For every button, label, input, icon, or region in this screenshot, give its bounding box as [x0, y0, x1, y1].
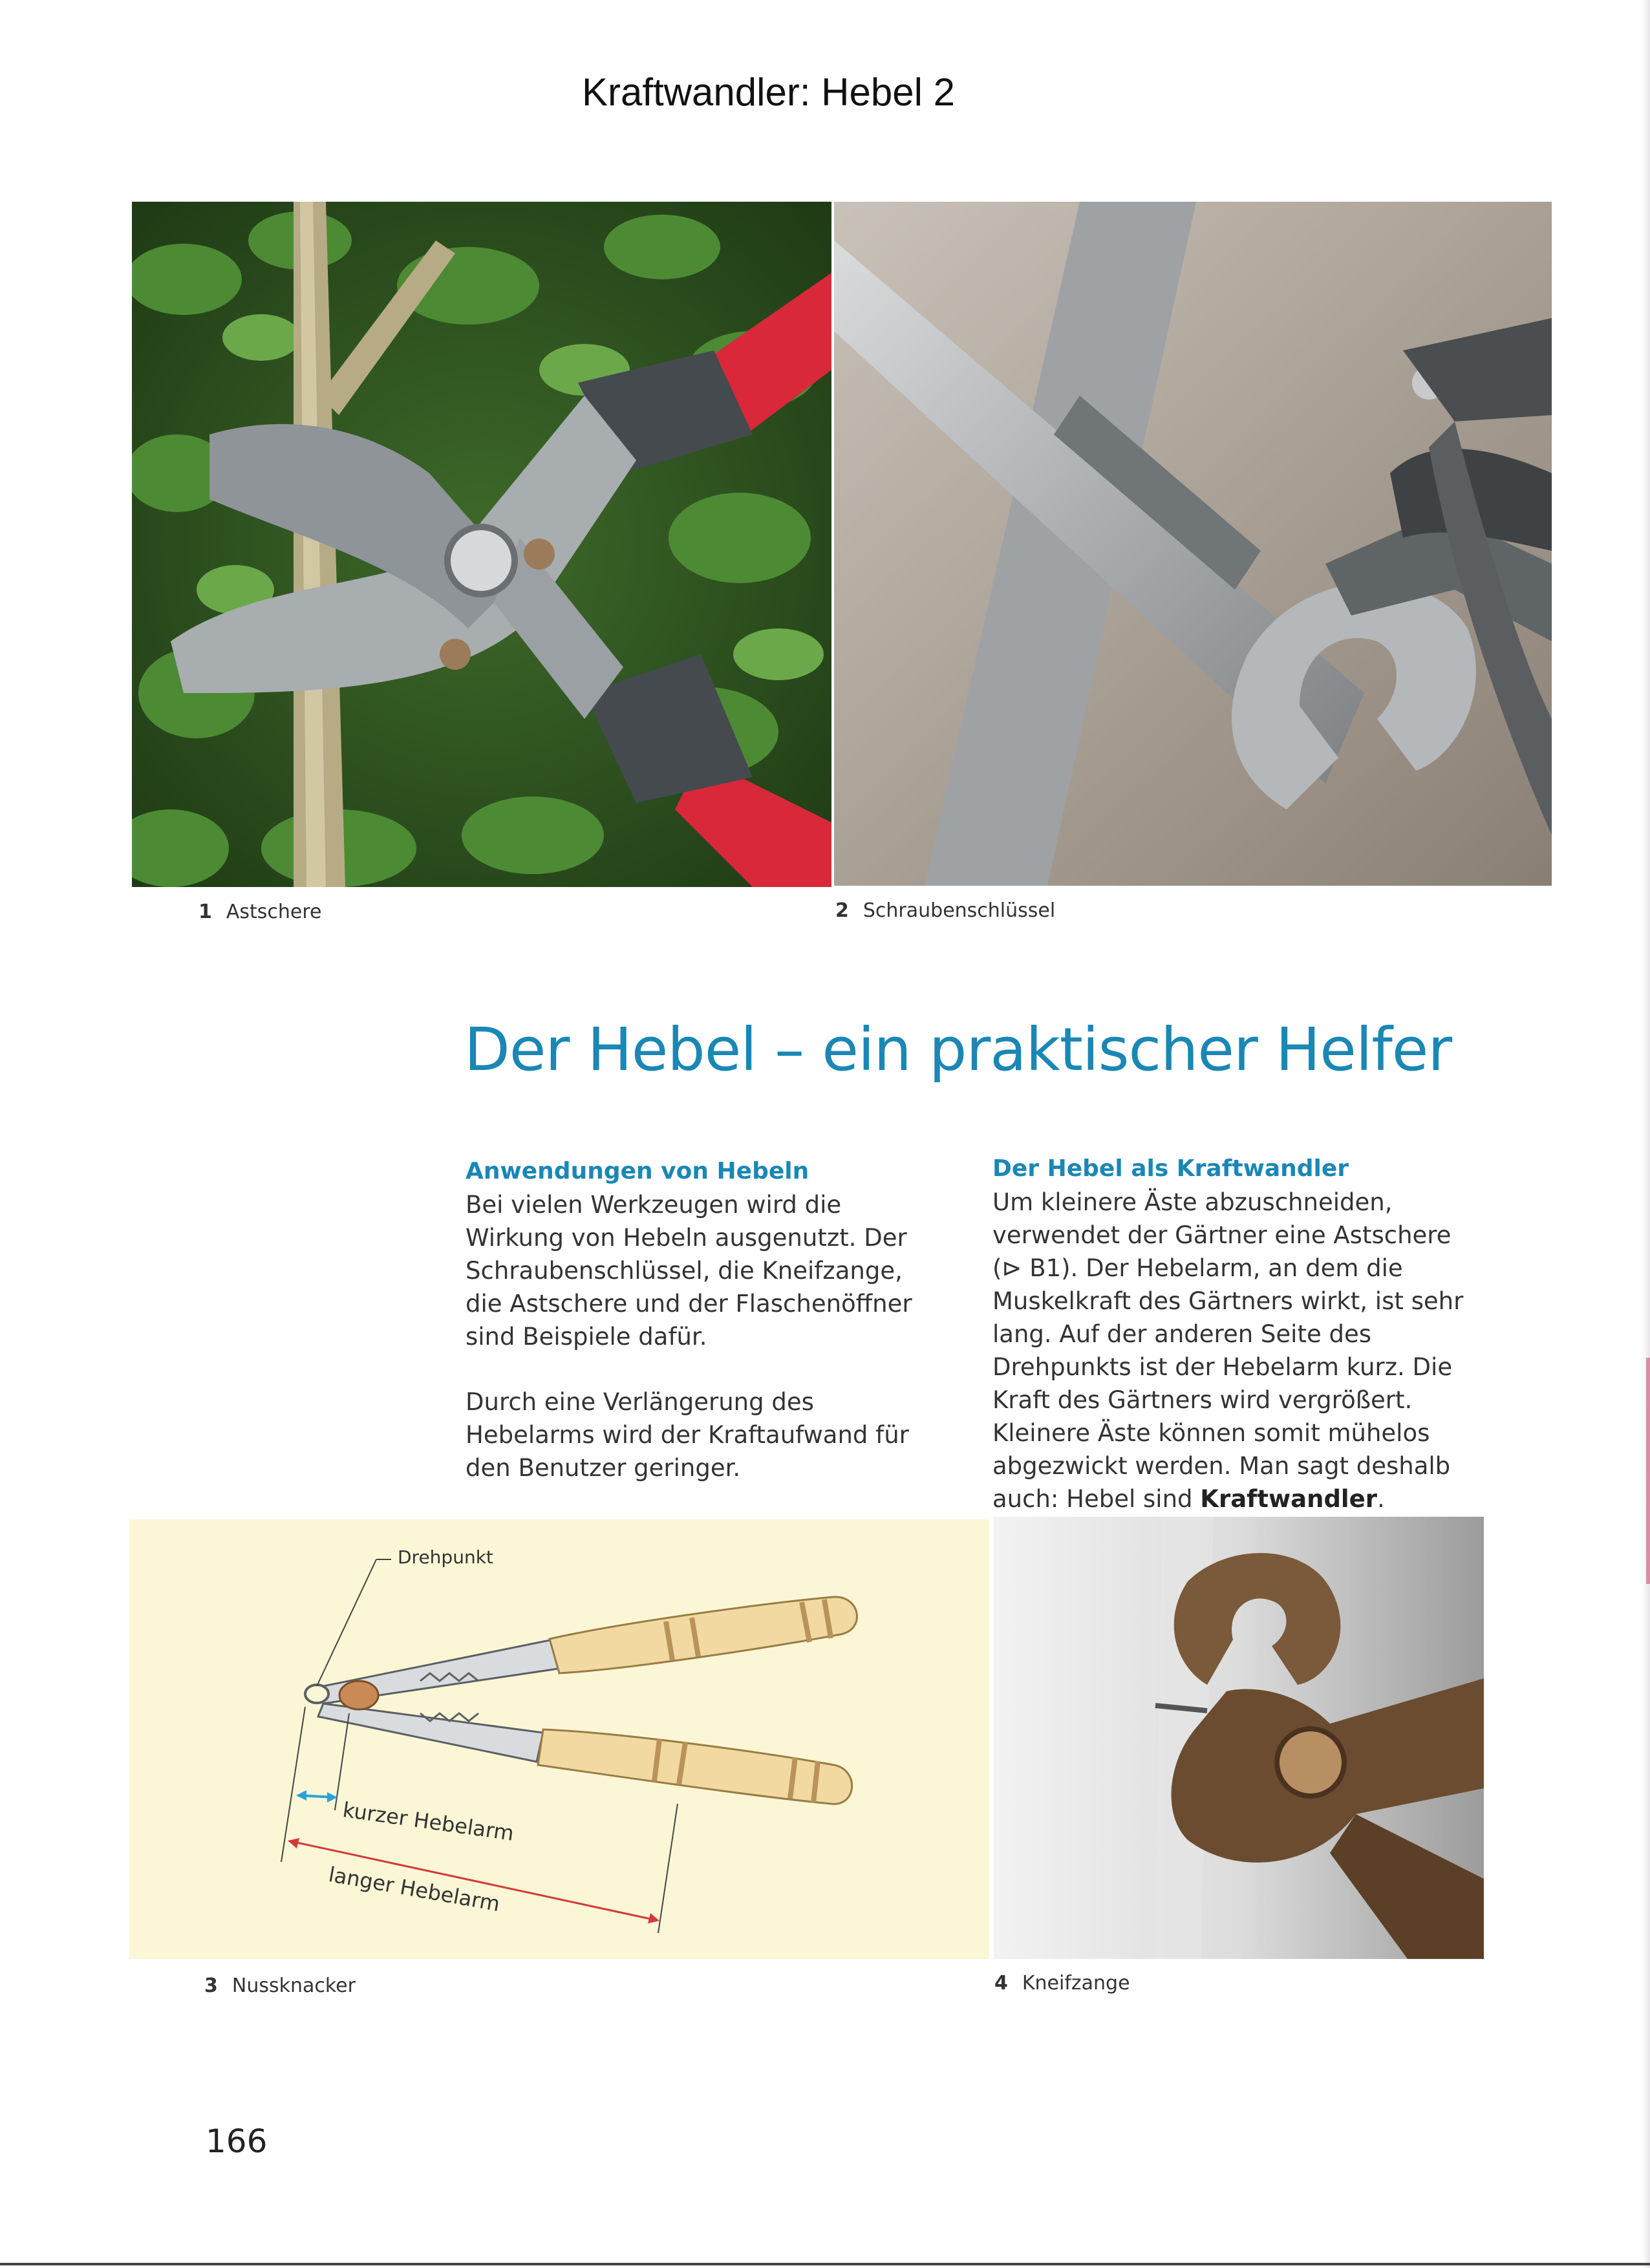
- right-paragraph: [992, 1186, 1471, 1515]
- figure-1-caption: [198, 901, 322, 923]
- left-column: [466, 1155, 944, 1484]
- right-column-heading: Der Hebel als Kraftwandler: [992, 1155, 1349, 1182]
- nutcracker-drawing: [305, 1597, 857, 1804]
- pivot-label: Drehpunkt: [398, 1546, 493, 1568]
- section-title: Der Hebel – ein praktischer Helfer: [464, 1015, 1452, 1084]
- figure-3-caption: [204, 1974, 356, 1997]
- figure-caption-text: Schraubenschlüssel: [862, 899, 1056, 922]
- figure-4-caption: [994, 1972, 1130, 1995]
- left-column-heading: Anwendungen von Hebeln: [466, 1158, 809, 1184]
- right-column: [992, 1152, 1471, 1515]
- right-paragraph-text: Um kleinere Äste abzuschneiden, verwendet der Gärtner eine Astschere (⊳ B1). Der Hebelarm, an dem die Muskelkraft des Gärtners wirkt, ist sehr lang. Auf der anderen Seite des Drehpunkts ist der Hebelarm kurz. Die Kraft des Gärtners wird vergrößert. Kleinere Äste können somit mühelos abgezwickt werden. Man sagt deshalb auch: Hebel sind: [992, 1188, 1464, 1513]
- end-punct: .: [1377, 1485, 1385, 1513]
- nutcracker-diagram: [129, 1519, 989, 1959]
- figure-2-caption: [835, 899, 1055, 922]
- figure-caption-text: Kneifzange: [1022, 1972, 1130, 1995]
- figure-number: 2: [835, 899, 849, 922]
- bold-term: Kraftwandler: [1200, 1485, 1377, 1513]
- photo-pruning-shears: [132, 202, 831, 887]
- page-header-title: Kraftwandler: Hebel 2: [582, 70, 955, 114]
- long-arm-label: langer Hebelarm: [327, 1862, 502, 1916]
- page-edge-shadow: [1642, 0, 1650, 2268]
- figure-number: 4: [994, 1972, 1008, 1995]
- page-number: 166: [206, 2123, 268, 2160]
- left-paragraph-1: Bei vielen Werkzeugen wird die Wirkung von Hebeln ausgenutzt. Der Schraubenschlüssel, die Kneifzange, die Astschere und der Flaschenöffner sind Beispiele dafür.: [466, 1191, 912, 1351]
- figure-caption-text: Astschere: [226, 901, 322, 923]
- photo-wrenches: [834, 202, 1552, 886]
- short-arm-label: kurzer Hebelarm: [341, 1797, 516, 1846]
- page-edge-mark: [1646, 1358, 1650, 1584]
- figure-number: 1: [198, 901, 212, 923]
- left-paragraph-2: Durch eine Verlängerung des Hebelarms wird der Kraftaufwand für den Benutzer geringer.: [466, 1388, 909, 1482]
- figure-number: 3: [204, 1974, 218, 1997]
- figure-caption-text: Nussknacker: [231, 1974, 356, 1997]
- scan-bottom-border: [0, 2263, 1650, 2265]
- photo-pincers: [994, 1517, 1484, 1959]
